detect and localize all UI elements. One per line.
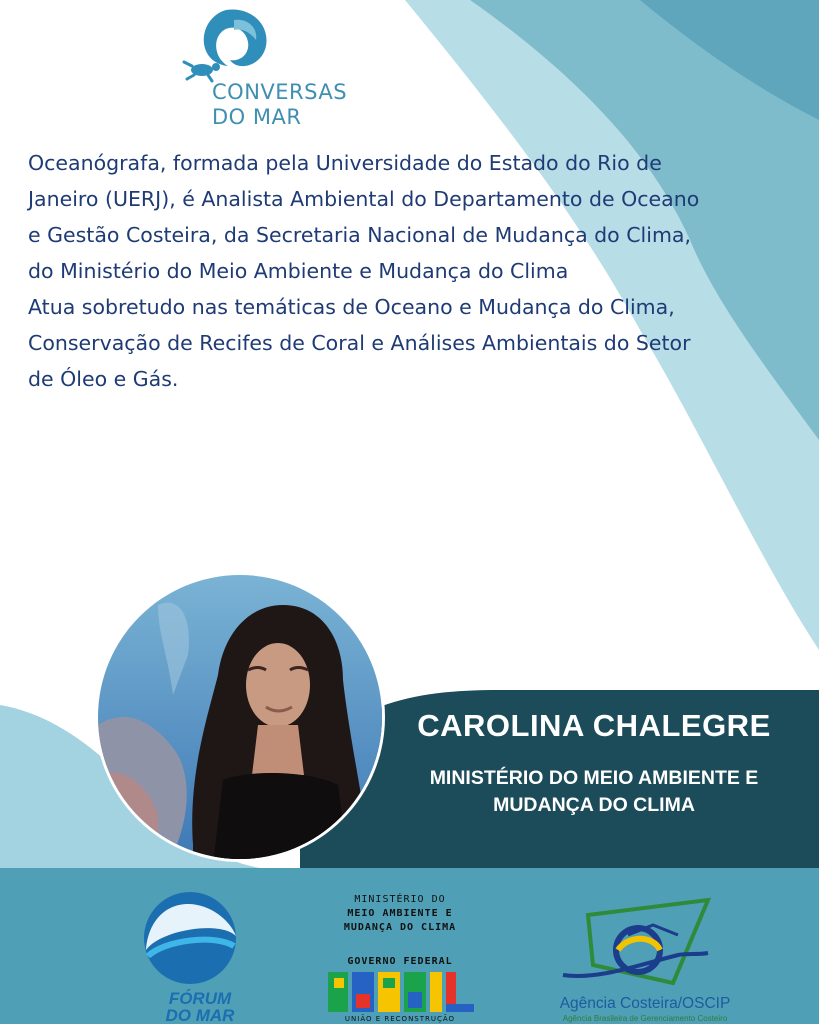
ministry-line2: MEIO AMBIENTE E [347, 908, 453, 919]
agencia-costeira-icon [558, 895, 718, 990]
ministry-line1: MINISTÉRIO DO [354, 894, 446, 905]
ministry-line3: MUDANÇA DO CLIMA [343, 922, 457, 933]
governo-federal: GOVERNO FEDERAL [347, 956, 453, 967]
uniao-reconstrucao: UNIÃO E RECONSTRUÇÃO [344, 1015, 456, 1023]
wave-turtle-icon [178, 6, 278, 86]
org-line1: MINISTÉRIO DO MEIO AMBIENTE E [429, 767, 759, 789]
ministry-logo [320, 893, 480, 935]
bio-line: Oceanógrafa, formada pela Universidade do Estado do Rio de [28, 151, 662, 175]
brand-title [212, 80, 347, 130]
speaker-photo [95, 572, 385, 862]
bio-line: Conservação de Recifes de Coral e Análises Ambientais do Setor [28, 331, 691, 355]
bio-line: e Gestão Costeira, da Secretaria Nacional de Mudança do Clima, [28, 223, 691, 247]
forum-line2: DO MAR [165, 1006, 235, 1025]
forum-do-mar-logo [160, 990, 240, 1024]
agencia-costeira-subtitle: Agência Brasileira de Gerenciamento Costeiro [562, 1014, 728, 1023]
forum-do-mar-icon [140, 890, 240, 990]
bio-line: de Óleo e Gás. [28, 367, 179, 391]
brand-line1: CONVERSAS [212, 80, 348, 104]
speaker-name: CAROLINA CHALEGRE [417, 708, 771, 743]
speaker-organization [408, 765, 780, 819]
agencia-costeira-name: Agência Costeira/OSCIP [559, 995, 731, 1012]
bio-line: do Ministério do Meio Ambiente e Mudança do Clima [28, 259, 569, 283]
forum-line1: FÓRUM [168, 989, 232, 1008]
portrait-illustration [98, 575, 385, 862]
brasil-wordmark-icon [328, 970, 476, 1014]
bio-line: Atua sobretudo nas temáticas de Oceano e Mudança do Clima, [28, 295, 675, 319]
org-line2: MUDANÇA DO CLIMA [493, 794, 695, 816]
speaker-bio [28, 145, 788, 397]
bio-line: Janeiro (UERJ), é Analista Ambiental do Departamento de Oceano [28, 187, 700, 211]
brand-line2: DO MAR [212, 105, 302, 129]
